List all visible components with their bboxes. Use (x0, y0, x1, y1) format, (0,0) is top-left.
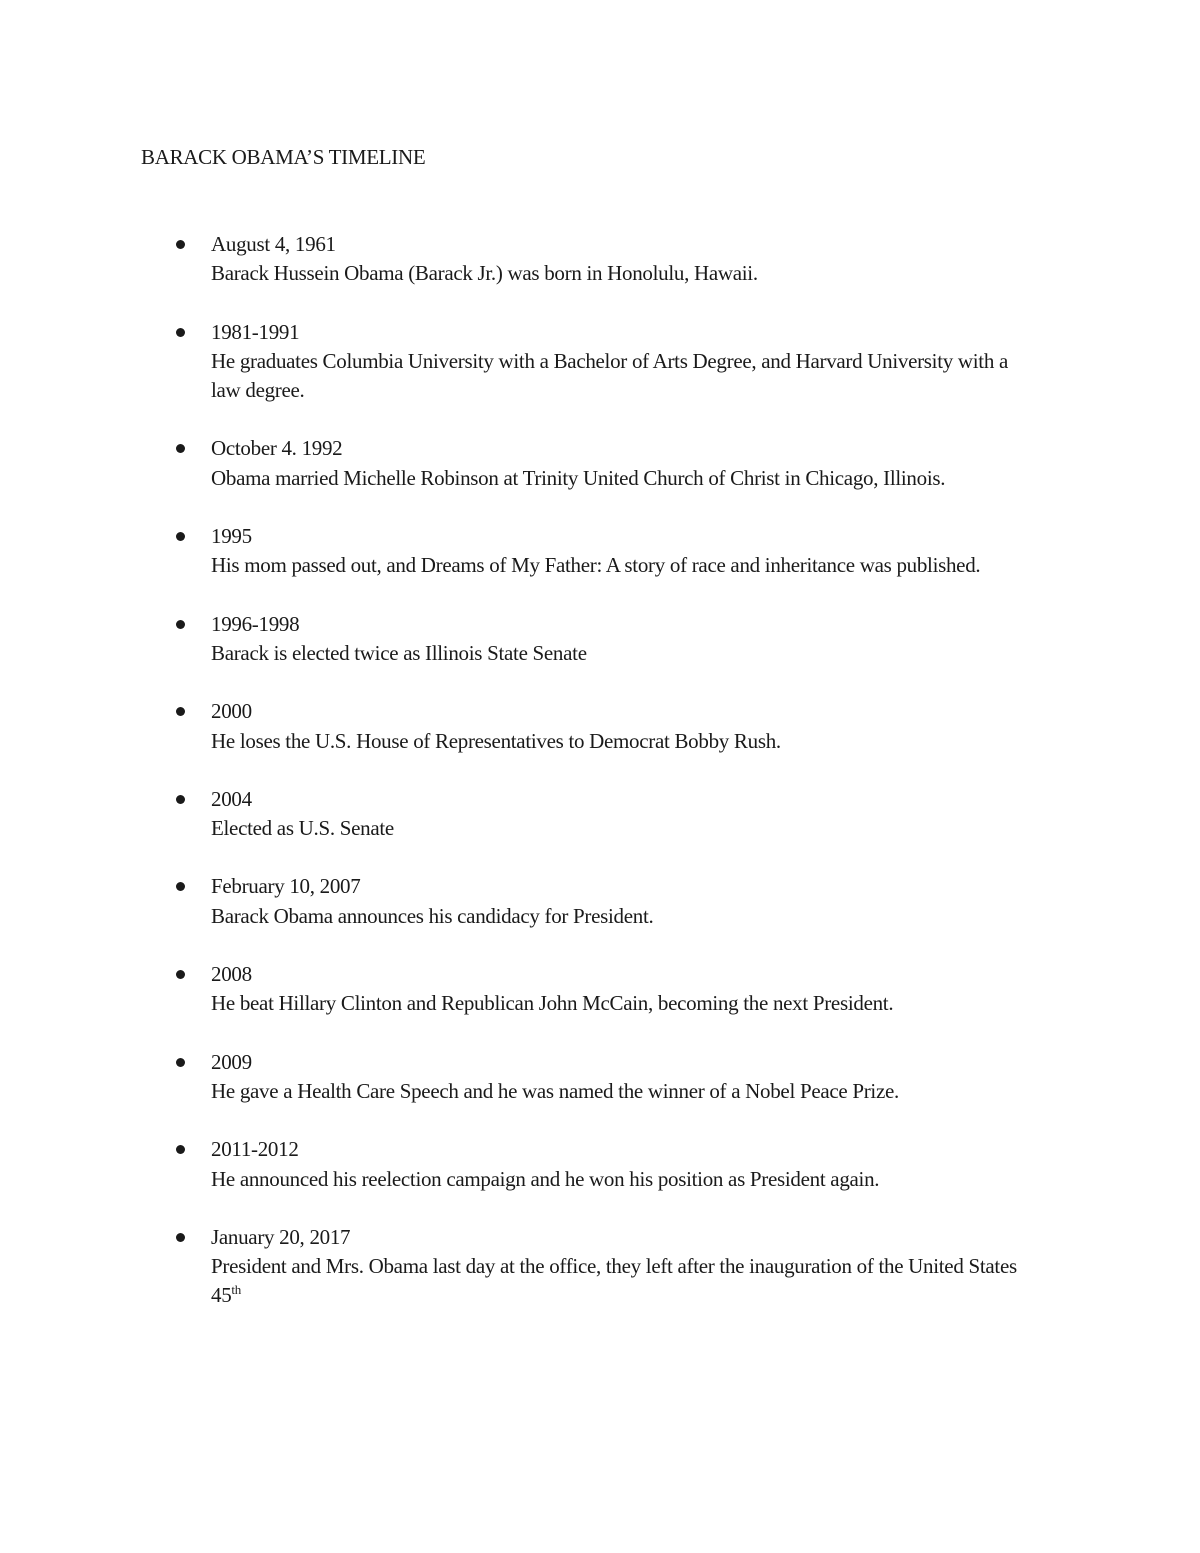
document-title: BARACK OBAMA’S TIMELINE (141, 145, 426, 169)
bullet-icon (176, 444, 185, 453)
bullet-icon (176, 532, 185, 541)
bullet-icon (176, 795, 185, 804)
timeline-entry (0, 1135, 1031, 1194)
entry-description: He gave a Health Care Speech and he was named the winner of a Nobel Peace Prize. (211, 1078, 899, 1103)
timeline-entry (0, 1048, 1031, 1107)
entry-date: 2009 (211, 1049, 252, 1074)
timeline-entry (0, 960, 1031, 1019)
bullet-icon (176, 707, 185, 716)
timeline-entry (0, 434, 1031, 493)
entry-date: 2004 (211, 786, 252, 811)
bullet-icon (176, 620, 185, 629)
timeline-entry (0, 785, 1031, 844)
entry-description (211, 1252, 1031, 1311)
entry-date: 1995 (211, 524, 252, 549)
entry-description: His mom passed out, and Dreams of My Father: A story of race and inheritance was published. (211, 553, 981, 578)
entry-description: Elected as U.S. Senate (211, 816, 394, 841)
entry-description: He announced his reelection campaign and he won his position as President again. (211, 1166, 880, 1191)
entry-description: Barack Hussein Obama (Barack Jr.) was born in Honolulu, Hawaii. (211, 261, 758, 286)
entry-date: February 10, 2007 (211, 874, 361, 899)
entry-description: Barack is elected twice as Illinois State Senate (211, 640, 587, 665)
entry-description-text: President and Mrs. Obama last day at the office, they left after the inauguration of the United States 45 (211, 1254, 1017, 1308)
bullet-icon (176, 1233, 185, 1242)
timeline-entry (0, 318, 1031, 406)
entry-description: Obama married Michelle Robinson at Trinity United Church of Christ in Chicago, Illinois. (211, 465, 946, 490)
entry-date: January 20, 2017 (211, 1224, 351, 1249)
entry-date: 2000 (211, 699, 252, 724)
entry-date: 1981-1991 (211, 319, 300, 344)
entry-date: 2011-2012 (211, 1137, 299, 1162)
bullet-icon (176, 1058, 185, 1067)
entry-description: He loses the U.S. House of Representatives to Democrat Bobby Rush. (211, 728, 781, 753)
entry-description: Barack Obama announces his candidacy for President. (211, 903, 654, 928)
ordinal-suffix: th (231, 1282, 241, 1298)
bullet-icon (176, 328, 185, 337)
entry-description: He graduates Columbia University with a Bachelor of Arts Degree, and Harvard University with a law degree. (211, 348, 1008, 403)
timeline-entry (0, 610, 1031, 669)
timeline-entry (0, 872, 1031, 931)
entry-date: 2008 (211, 962, 252, 987)
entry-date: 1996-1998 (211, 611, 300, 636)
entry-date: August 4, 1961 (211, 232, 336, 256)
timeline-entry (0, 230, 1031, 289)
timeline-entry (0, 697, 1031, 756)
bullet-icon (176, 240, 185, 249)
bullet-icon (176, 882, 185, 891)
bullet-icon (176, 970, 185, 979)
timeline-entry (0, 1223, 1031, 1311)
entry-description: He beat Hillary Clinton and Republican John McCain, becoming the next President. (211, 991, 894, 1016)
entry-date: October 4. 1992 (211, 436, 343, 461)
timeline-list (0, 230, 1200, 1340)
timeline-entry (0, 522, 1031, 581)
bullet-icon (176, 1145, 185, 1154)
